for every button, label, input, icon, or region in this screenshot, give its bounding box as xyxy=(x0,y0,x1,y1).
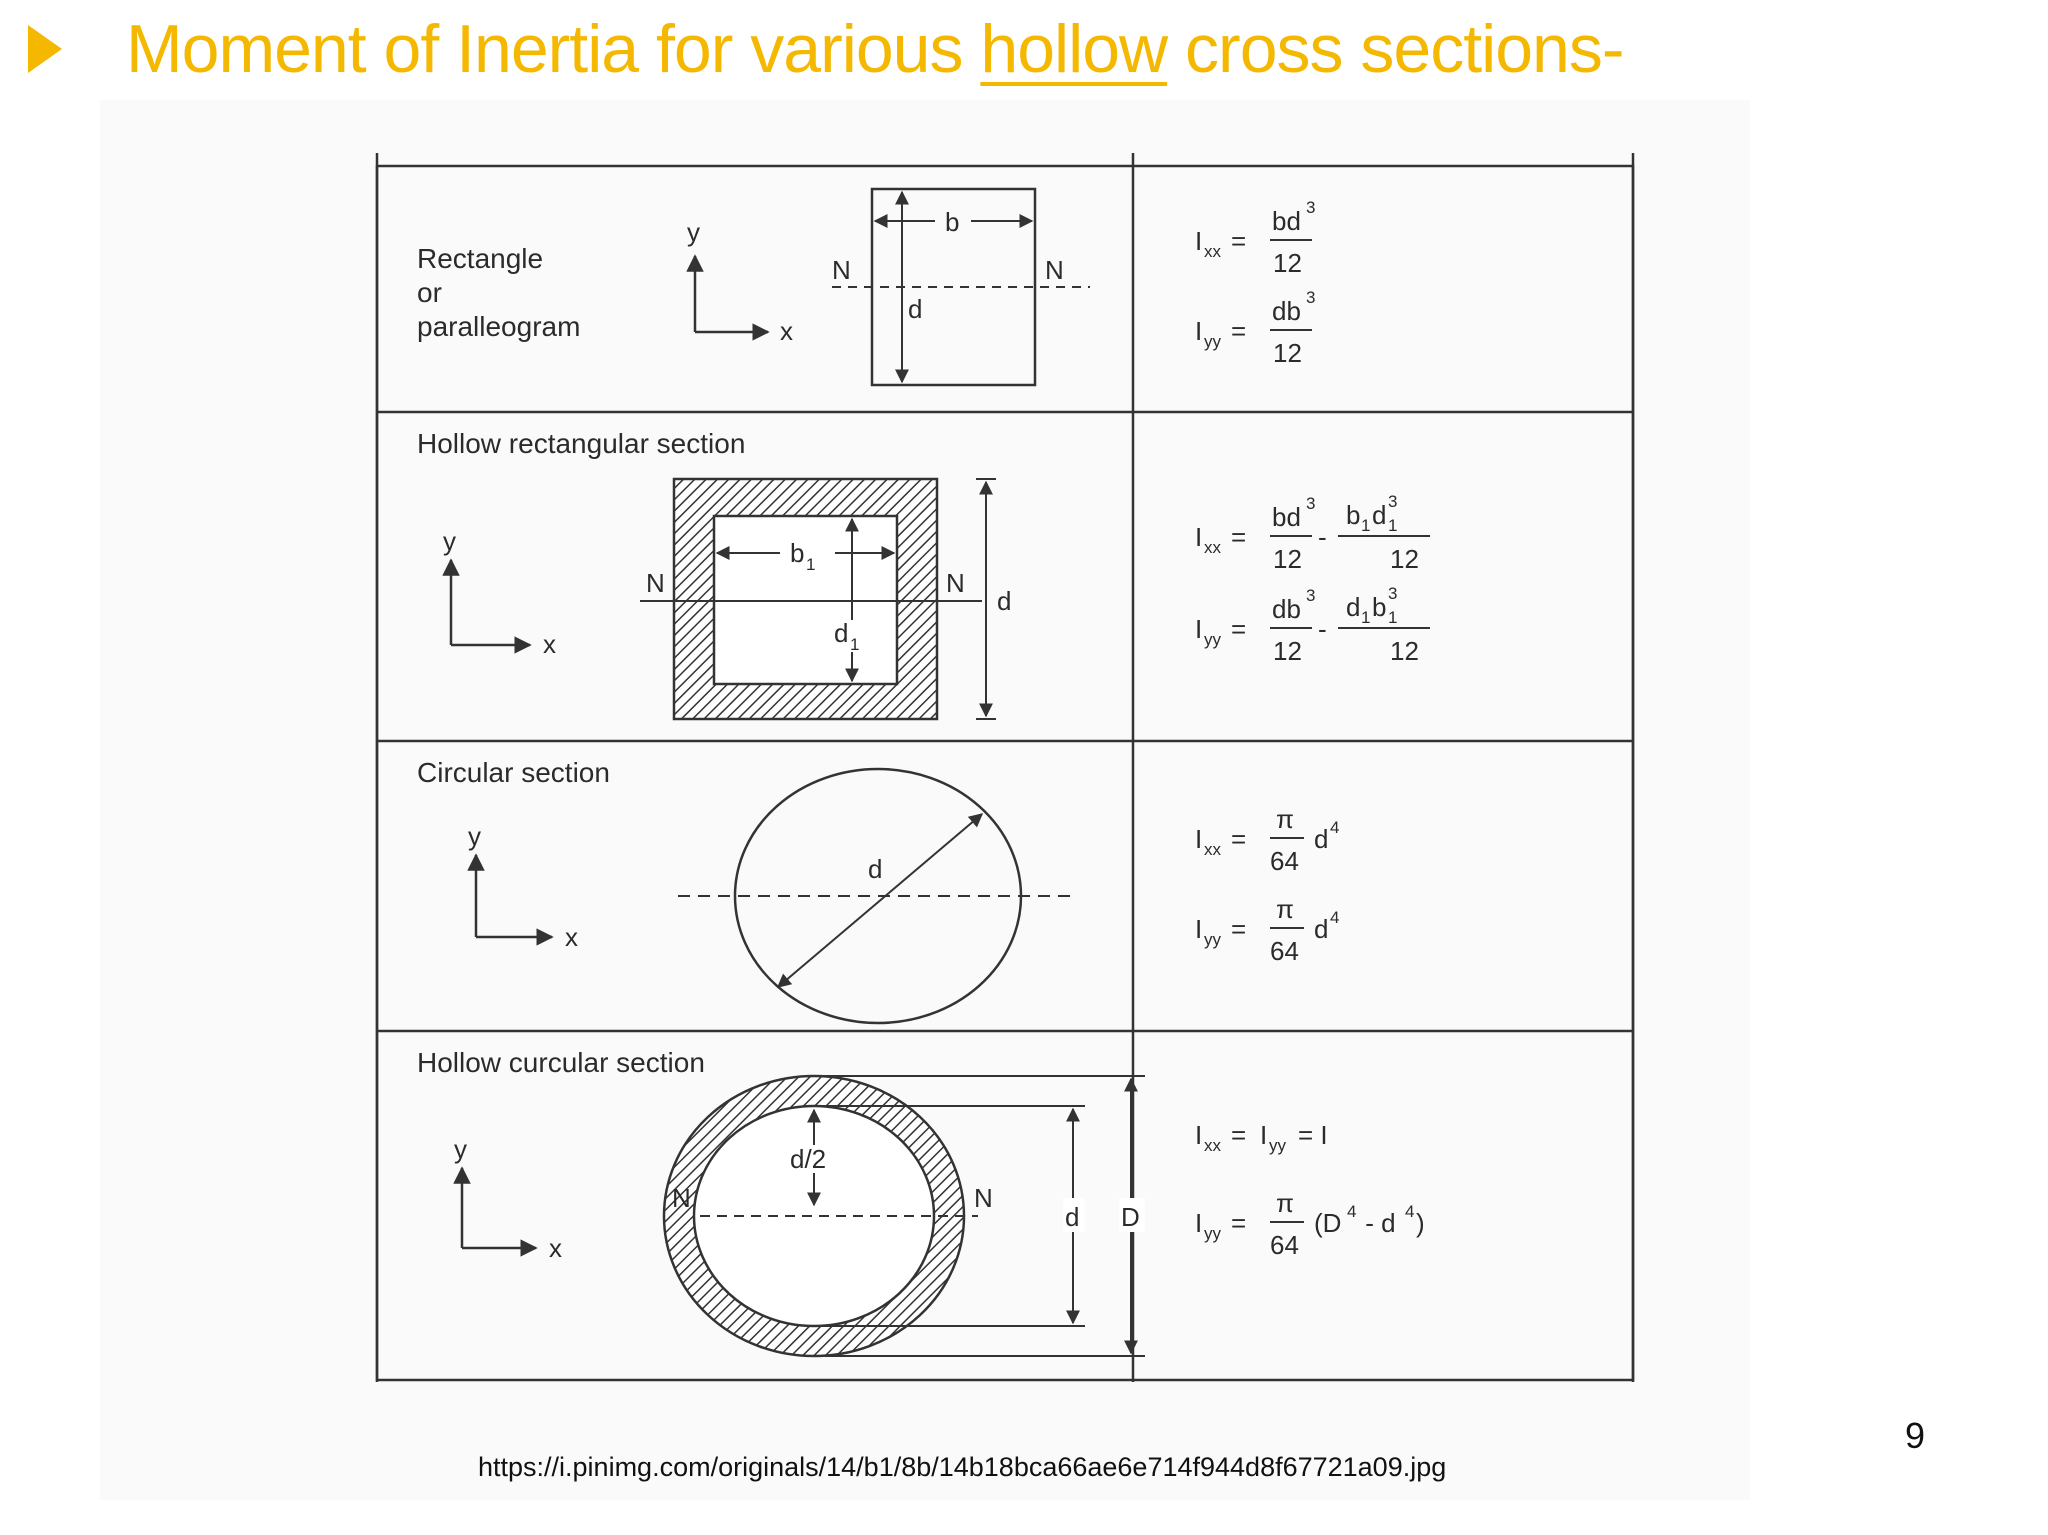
circle-shape xyxy=(678,769,1075,1023)
neutral-axis-label: N xyxy=(974,1183,993,1213)
svg-text:12: 12 xyxy=(1273,636,1302,666)
svg-text:1: 1 xyxy=(1361,516,1371,535)
svg-text:d: d xyxy=(1314,824,1329,854)
axis-y-label: y xyxy=(468,821,481,851)
formula-iyy xyxy=(1195,894,1339,966)
svg-text:I: I xyxy=(1195,1120,1203,1150)
xy-axes-icon xyxy=(476,855,552,937)
svg-text:I: I xyxy=(1195,914,1203,944)
title-text-end: cross sections- xyxy=(1167,11,1624,87)
svg-text:): ) xyxy=(1416,1208,1425,1238)
svg-text:=: = xyxy=(1231,1120,1247,1150)
svg-text:d: d xyxy=(1346,592,1361,622)
svg-text:1: 1 xyxy=(1388,516,1398,535)
svg-text:1: 1 xyxy=(1361,608,1371,627)
dim-d-label: d xyxy=(997,586,1012,616)
row-label-line: Rectangle xyxy=(417,243,544,274)
svg-text:64: 64 xyxy=(1270,936,1299,966)
row-hollow-rectangle xyxy=(417,428,1430,719)
svg-text:yy: yy xyxy=(1204,332,1221,351)
row-label: Hollow rectangular section xyxy=(417,428,746,459)
xy-axes-icon xyxy=(695,256,768,332)
source-url: https://i.pinimg.com/originals/14/b1/8b/14b18bca66ae6e714f944d8f67721a09.jpg xyxy=(478,1452,1447,1482)
svg-text:I: I xyxy=(1195,824,1203,854)
svg-text:I: I xyxy=(1195,522,1203,552)
title-text-start: Moment of Inertia for various xyxy=(126,11,981,87)
axis-x-label: x xyxy=(780,316,793,346)
svg-text:b: b xyxy=(1346,500,1361,530)
svg-text:I: I xyxy=(1195,614,1203,644)
svg-text:=: = xyxy=(1231,522,1247,552)
svg-text:3: 3 xyxy=(1388,492,1398,511)
dim-d1-subscript: 1 xyxy=(850,635,860,654)
row-label-line: paralleogram xyxy=(417,311,581,342)
dim-d-label: d xyxy=(868,854,883,884)
svg-text:bd: bd xyxy=(1272,502,1301,532)
axis-y-label: y xyxy=(443,526,456,556)
svg-text:xx: xx xyxy=(1204,538,1221,557)
svg-text:bd: bd xyxy=(1272,206,1301,236)
svg-text:db: db xyxy=(1272,594,1301,624)
row-label: Hollow curcular section xyxy=(417,1047,705,1078)
svg-text:3: 3 xyxy=(1306,288,1316,307)
svg-text:1: 1 xyxy=(1388,608,1398,627)
svg-text:d: d xyxy=(1314,914,1329,944)
axis-x-label: x xyxy=(543,629,556,659)
dim-d-label: d xyxy=(1065,1202,1080,1232)
formula-ixx xyxy=(1195,198,1315,278)
svg-text:b: b xyxy=(1372,592,1387,622)
xy-axes-icon xyxy=(462,1168,536,1248)
axis-y-label: y xyxy=(454,1134,467,1164)
dim-d1-label: d xyxy=(834,618,849,648)
dim-b-label: b xyxy=(945,207,960,237)
dim-d-label: d xyxy=(908,294,923,324)
svg-text:π: π xyxy=(1276,894,1294,924)
svg-text:= I: = I xyxy=(1298,1120,1328,1150)
svg-text:12: 12 xyxy=(1273,338,1302,368)
svg-text:db: db xyxy=(1272,296,1301,326)
row-hollow-circular xyxy=(417,1047,1425,1356)
dim-d-half-label: d/2 xyxy=(790,1144,827,1174)
svg-text:yy: yy xyxy=(1204,930,1221,949)
neutral-axis-label: N xyxy=(672,1183,691,1213)
svg-text:I: I xyxy=(1195,1208,1203,1238)
row-circular xyxy=(417,757,1339,1023)
svg-text:I: I xyxy=(1195,226,1203,256)
svg-text:xx: xx xyxy=(1204,840,1221,859)
svg-text:=: = xyxy=(1231,824,1247,854)
svg-text:-: - xyxy=(1318,522,1327,552)
dim-b1-label: b xyxy=(790,538,805,568)
rectangle-shape xyxy=(832,189,1090,385)
svg-text:4: 4 xyxy=(1347,1202,1357,1221)
svg-text:π: π xyxy=(1276,804,1294,834)
svg-text:=: = xyxy=(1231,914,1247,944)
formula-iyy xyxy=(1195,1188,1425,1260)
dim-b1-subscript: 1 xyxy=(806,555,816,574)
figure-area xyxy=(100,100,1750,1500)
svg-text:=: = xyxy=(1231,316,1247,346)
svg-text:12: 12 xyxy=(1273,544,1302,574)
title-underlined-word: hollow xyxy=(980,11,1168,87)
moment-of-inertia-table xyxy=(100,100,1750,1500)
neutral-axis-label: N xyxy=(1045,255,1064,285)
formula-iyy xyxy=(1195,584,1430,666)
svg-text:3: 3 xyxy=(1306,586,1316,605)
svg-text:=: = xyxy=(1231,614,1247,644)
formula-ixx xyxy=(1195,804,1339,876)
row-label: Circular section xyxy=(417,757,610,788)
svg-text:12: 12 xyxy=(1390,544,1419,574)
xy-axes-icon xyxy=(451,560,530,645)
svg-text:d: d xyxy=(1372,500,1387,530)
svg-text:4: 4 xyxy=(1330,818,1340,837)
svg-text:yy: yy xyxy=(1204,1224,1221,1243)
svg-text:=: = xyxy=(1231,226,1247,256)
svg-text:12: 12 xyxy=(1390,636,1419,666)
svg-text:64: 64 xyxy=(1270,846,1299,876)
svg-text:64: 64 xyxy=(1270,1230,1299,1260)
svg-text:I: I xyxy=(1195,316,1203,346)
svg-text:4: 4 xyxy=(1330,908,1340,927)
row-rectangle xyxy=(417,189,1315,385)
svg-text:3: 3 xyxy=(1306,494,1316,513)
neutral-axis-label: N xyxy=(646,568,665,598)
svg-text:(D: (D xyxy=(1314,1208,1342,1238)
svg-text:=: = xyxy=(1231,1208,1247,1238)
svg-text:π: π xyxy=(1276,1188,1294,1218)
neutral-axis-label: N xyxy=(832,255,851,285)
slide-title xyxy=(28,10,1624,88)
neutral-axis-label: N xyxy=(946,568,965,598)
axis-y-label: y xyxy=(687,217,700,247)
formula-ixx xyxy=(1195,492,1430,574)
row-label-line: or xyxy=(417,277,442,308)
svg-text:12: 12 xyxy=(1273,248,1302,278)
page-number: 9 xyxy=(1905,1415,1926,1456)
svg-text:3: 3 xyxy=(1388,584,1398,603)
axis-x-label: x xyxy=(565,922,578,952)
svg-text:xx: xx xyxy=(1204,242,1221,261)
formula-ixx-equals-iyy xyxy=(1195,1120,1328,1155)
svg-text:I: I xyxy=(1260,1120,1268,1150)
svg-text:yy: yy xyxy=(1204,630,1221,649)
triangle-right-icon xyxy=(28,25,62,73)
svg-text:yy: yy xyxy=(1269,1136,1286,1155)
svg-text:-: - xyxy=(1318,614,1327,644)
svg-text:4: 4 xyxy=(1405,1202,1415,1221)
formula-iyy xyxy=(1195,288,1315,368)
dim-D-label: D xyxy=(1121,1202,1140,1232)
axis-x-label: x xyxy=(549,1233,562,1263)
hollow-rectangle-shape xyxy=(640,479,996,719)
svg-text:xx: xx xyxy=(1204,1136,1221,1155)
svg-text:- d: - d xyxy=(1358,1208,1396,1238)
svg-text:3: 3 xyxy=(1306,198,1316,217)
